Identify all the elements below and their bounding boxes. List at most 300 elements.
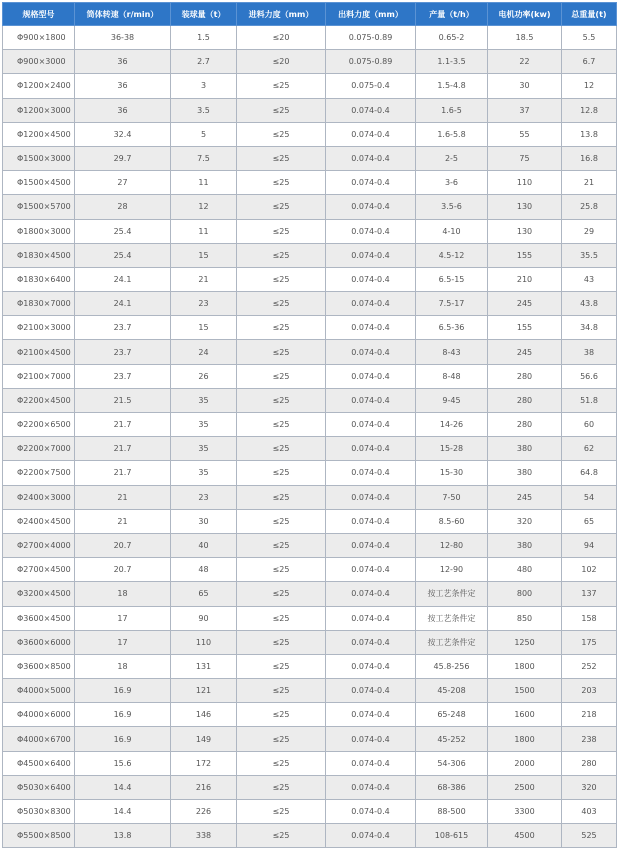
speed-cell: 21.7 <box>75 437 171 461</box>
feed-size-cell: ≤25 <box>237 316 326 340</box>
output-size-cell: 0.074-0.4 <box>326 292 416 316</box>
ball-load-cell: 3 <box>171 74 237 98</box>
table-row <box>3 630 617 654</box>
ball-load-cell: 2.7 <box>171 50 237 74</box>
output-size-cell: 0.074-0.4 <box>326 413 416 437</box>
capacity-cell: 8-43 <box>416 340 488 364</box>
speed-cell: 23.7 <box>75 364 171 388</box>
motor-power-cell: 380 <box>488 533 562 557</box>
capacity-cell: 45-208 <box>416 679 488 703</box>
feed-size-cell: ≤25 <box>237 775 326 799</box>
ball-load-cell: 15 <box>171 316 237 340</box>
model-cell: Φ2200×6500 <box>3 413 75 437</box>
ball-load-cell: 149 <box>171 727 237 751</box>
speed-cell: 28 <box>75 195 171 219</box>
ball-load-cell: 131 <box>171 654 237 678</box>
weight-cell: 65 <box>562 509 617 533</box>
output-size-cell: 0.074-0.4 <box>326 219 416 243</box>
table-row <box>3 171 617 195</box>
feed-size-cell: ≤20 <box>237 26 326 50</box>
ball-load-cell: 146 <box>171 703 237 727</box>
output-size-cell: 0.074-0.4 <box>326 654 416 678</box>
model-cell: Φ3600×8500 <box>3 654 75 678</box>
table-row <box>3 219 617 243</box>
motor-power-cell: 320 <box>488 509 562 533</box>
table-header <box>3 3 617 26</box>
table-row <box>3 388 617 412</box>
table-row <box>3 340 617 364</box>
col-header-output-size: 出料力度（mm） <box>326 3 416 26</box>
output-size-cell: 0.074-0.4 <box>326 243 416 267</box>
weight-cell: 5.5 <box>562 26 617 50</box>
output-size-cell: 0.074-0.4 <box>326 340 416 364</box>
speed-cell: 23.7 <box>75 340 171 364</box>
capacity-cell: 12-80 <box>416 533 488 557</box>
weight-cell: 43 <box>562 267 617 291</box>
weight-cell: 25.8 <box>562 195 617 219</box>
feed-size-cell: ≤25 <box>237 485 326 509</box>
weight-cell: 60 <box>562 413 617 437</box>
output-size-cell: 0.074-0.4 <box>326 267 416 291</box>
capacity-cell: 1.6-5.8 <box>416 122 488 146</box>
feed-size-cell: ≤25 <box>237 340 326 364</box>
motor-power-cell: 155 <box>488 243 562 267</box>
motor-power-cell: 1250 <box>488 630 562 654</box>
weight-cell: 43.8 <box>562 292 617 316</box>
capacity-cell: 45.8-256 <box>416 654 488 678</box>
motor-power-cell: 245 <box>488 340 562 364</box>
feed-size-cell: ≤25 <box>237 292 326 316</box>
ball-load-cell: 65 <box>171 582 237 606</box>
output-size-cell: 0.074-0.4 <box>326 630 416 654</box>
ball-load-cell: 35 <box>171 461 237 485</box>
feed-size-cell: ≤25 <box>237 413 326 437</box>
weight-cell: 64.8 <box>562 461 617 485</box>
motor-power-cell: 380 <box>488 437 562 461</box>
weight-cell: 203 <box>562 679 617 703</box>
weight-cell: 280 <box>562 751 617 775</box>
weight-cell: 62 <box>562 437 617 461</box>
speed-cell: 21 <box>75 509 171 533</box>
ball-load-cell: 216 <box>171 775 237 799</box>
table-row <box>3 243 617 267</box>
capacity-cell: 3-6 <box>416 171 488 195</box>
ball-load-cell: 40 <box>171 533 237 557</box>
weight-cell: 525 <box>562 824 617 848</box>
capacity-cell: 按工艺条件定 <box>416 630 488 654</box>
model-cell: Φ4000×6700 <box>3 727 75 751</box>
table-row <box>3 461 617 485</box>
model-cell: Φ1800×3000 <box>3 219 75 243</box>
col-header-capacity: 产量（t/h） <box>416 3 488 26</box>
speed-cell: 21.7 <box>75 461 171 485</box>
motor-power-cell: 245 <box>488 292 562 316</box>
speed-cell: 32.4 <box>75 122 171 146</box>
table-row <box>3 485 617 509</box>
capacity-cell: 4-10 <box>416 219 488 243</box>
speed-cell: 25.4 <box>75 219 171 243</box>
output-size-cell: 0.074-0.4 <box>326 146 416 170</box>
table-row <box>3 679 617 703</box>
feed-size-cell: ≤25 <box>237 727 326 751</box>
table-row <box>3 98 617 122</box>
output-size-cell: 0.074-0.4 <box>326 195 416 219</box>
speed-cell: 24.1 <box>75 267 171 291</box>
output-size-cell: 0.074-0.4 <box>326 485 416 509</box>
speed-cell: 18 <box>75 582 171 606</box>
output-size-cell: 0.074-0.4 <box>326 461 416 485</box>
model-cell: Φ1830×4500 <box>3 243 75 267</box>
model-cell: Φ5500×8500 <box>3 824 75 848</box>
motor-power-cell: 1500 <box>488 679 562 703</box>
motor-power-cell: 55 <box>488 122 562 146</box>
table-row <box>3 703 617 727</box>
feed-size-cell: ≤25 <box>237 582 326 606</box>
speed-cell: 20.7 <box>75 533 171 557</box>
table-row <box>3 74 617 98</box>
model-cell: Φ2100×3000 <box>3 316 75 340</box>
output-size-cell: 0.075-0.89 <box>326 50 416 74</box>
model-cell: Φ1830×7000 <box>3 292 75 316</box>
speed-cell: 24.1 <box>75 292 171 316</box>
ball-load-cell: 90 <box>171 606 237 630</box>
motor-power-cell: 380 <box>488 461 562 485</box>
model-cell: Φ3600×4500 <box>3 606 75 630</box>
weight-cell: 175 <box>562 630 617 654</box>
table-row <box>3 775 617 799</box>
weight-cell: 94 <box>562 533 617 557</box>
motor-power-cell: 245 <box>488 485 562 509</box>
table-row <box>3 824 617 848</box>
model-cell: Φ4500×6400 <box>3 751 75 775</box>
capacity-cell: 9-45 <box>416 388 488 412</box>
speed-cell: 14.4 <box>75 775 171 799</box>
feed-size-cell: ≤25 <box>237 74 326 98</box>
capacity-cell: 54-306 <box>416 751 488 775</box>
capacity-cell: 15-28 <box>416 437 488 461</box>
col-header-feed-size: 进料力度（mm） <box>237 3 326 26</box>
motor-power-cell: 22 <box>488 50 562 74</box>
feed-size-cell: ≤20 <box>237 50 326 74</box>
motor-power-cell: 18.5 <box>488 26 562 50</box>
feed-size-cell: ≤25 <box>237 98 326 122</box>
capacity-cell: 按工艺条件定 <box>416 606 488 630</box>
weight-cell: 102 <box>562 558 617 582</box>
ball-load-cell: 48 <box>171 558 237 582</box>
feed-size-cell: ≤25 <box>237 533 326 557</box>
ball-load-cell: 5 <box>171 122 237 146</box>
ball-load-cell: 21 <box>171 267 237 291</box>
output-size-cell: 0.074-0.4 <box>326 122 416 146</box>
weight-cell: 6.7 <box>562 50 617 74</box>
feed-size-cell: ≤25 <box>237 824 326 848</box>
table-row <box>3 146 617 170</box>
speed-cell: 27 <box>75 171 171 195</box>
capacity-cell: 68-386 <box>416 775 488 799</box>
ball-load-cell: 26 <box>171 364 237 388</box>
table-row <box>3 292 617 316</box>
header-row <box>3 3 617 26</box>
output-size-cell: 0.074-0.4 <box>326 437 416 461</box>
capacity-cell: 1.1-3.5 <box>416 50 488 74</box>
model-cell: Φ900×3000 <box>3 50 75 74</box>
col-header-speed: 筒体转速（r/min） <box>75 3 171 26</box>
speed-cell: 15.6 <box>75 751 171 775</box>
motor-power-cell: 110 <box>488 171 562 195</box>
ball-load-cell: 15 <box>171 243 237 267</box>
ball-load-cell: 11 <box>171 219 237 243</box>
motor-power-cell: 130 <box>488 219 562 243</box>
speed-cell: 21 <box>75 485 171 509</box>
weight-cell: 16.8 <box>562 146 617 170</box>
motor-power-cell: 210 <box>488 267 562 291</box>
motor-power-cell: 2000 <box>488 751 562 775</box>
capacity-cell: 7-50 <box>416 485 488 509</box>
motor-power-cell: 800 <box>488 582 562 606</box>
feed-size-cell: ≤25 <box>237 630 326 654</box>
table-row <box>3 195 617 219</box>
weight-cell: 35.5 <box>562 243 617 267</box>
motor-power-cell: 280 <box>488 413 562 437</box>
output-size-cell: 0.074-0.4 <box>326 800 416 824</box>
capacity-cell: 14-26 <box>416 413 488 437</box>
capacity-cell: 6.5-15 <box>416 267 488 291</box>
output-size-cell: 0.074-0.4 <box>326 388 416 412</box>
model-cell: Φ4000×6000 <box>3 703 75 727</box>
capacity-cell: 按工艺条件定 <box>416 582 488 606</box>
ball-load-cell: 30 <box>171 509 237 533</box>
feed-size-cell: ≤25 <box>237 751 326 775</box>
motor-power-cell: 1800 <box>488 654 562 678</box>
speed-cell: 36 <box>75 74 171 98</box>
model-cell: Φ2700×4500 <box>3 558 75 582</box>
feed-size-cell: ≤25 <box>237 509 326 533</box>
ball-load-cell: 1.5 <box>171 26 237 50</box>
motor-power-cell: 2500 <box>488 775 562 799</box>
capacity-cell: 3.5-6 <box>416 195 488 219</box>
model-cell: Φ1200×2400 <box>3 74 75 98</box>
table-row <box>3 437 617 461</box>
model-cell: Φ2200×7500 <box>3 461 75 485</box>
capacity-cell: 0.65-2 <box>416 26 488 50</box>
output-size-cell: 0.074-0.4 <box>326 364 416 388</box>
ball-load-cell: 11 <box>171 171 237 195</box>
table-row <box>3 606 617 630</box>
capacity-cell: 6.5-36 <box>416 316 488 340</box>
speed-cell: 20.7 <box>75 558 171 582</box>
capacity-cell: 8-48 <box>416 364 488 388</box>
feed-size-cell: ≤25 <box>237 703 326 727</box>
motor-power-cell: 30 <box>488 74 562 98</box>
col-header-motor-power: 电机功率(kw) <box>488 3 562 26</box>
model-cell: Φ3600×6000 <box>3 630 75 654</box>
weight-cell: 29 <box>562 219 617 243</box>
output-size-cell: 0.074-0.4 <box>326 171 416 195</box>
motor-power-cell: 1800 <box>488 727 562 751</box>
weight-cell: 34.8 <box>562 316 617 340</box>
output-size-cell: 0.074-0.4 <box>326 533 416 557</box>
output-size-cell: 0.074-0.4 <box>326 606 416 630</box>
speed-cell: 29.7 <box>75 146 171 170</box>
motor-power-cell: 280 <box>488 388 562 412</box>
motor-power-cell: 850 <box>488 606 562 630</box>
speed-cell: 23.7 <box>75 316 171 340</box>
output-size-cell: 0.074-0.4 <box>326 509 416 533</box>
capacity-cell: 45-252 <box>416 727 488 751</box>
feed-size-cell: ≤25 <box>237 437 326 461</box>
feed-size-cell: ≤25 <box>237 654 326 678</box>
model-cell: Φ3200×4500 <box>3 582 75 606</box>
capacity-cell: 8.5-60 <box>416 509 488 533</box>
model-cell: Φ4000×5000 <box>3 679 75 703</box>
model-cell: Φ1500×3000 <box>3 146 75 170</box>
table-row <box>3 533 617 557</box>
speed-cell: 17 <box>75 606 171 630</box>
model-cell: Φ2100×4500 <box>3 340 75 364</box>
motor-power-cell: 155 <box>488 316 562 340</box>
table-row <box>3 558 617 582</box>
model-cell: Φ5030×6400 <box>3 775 75 799</box>
output-size-cell: 0.075-0.4 <box>326 74 416 98</box>
speed-cell: 21.5 <box>75 388 171 412</box>
weight-cell: 218 <box>562 703 617 727</box>
table-row <box>3 122 617 146</box>
speed-cell: 36 <box>75 50 171 74</box>
table-row <box>3 654 617 678</box>
output-size-cell: 0.074-0.4 <box>326 582 416 606</box>
ball-load-cell: 172 <box>171 751 237 775</box>
ball-load-cell: 121 <box>171 679 237 703</box>
output-size-cell: 0.074-0.4 <box>326 679 416 703</box>
output-size-cell: 0.074-0.4 <box>326 775 416 799</box>
feed-size-cell: ≤25 <box>237 171 326 195</box>
ball-load-cell: 23 <box>171 292 237 316</box>
table-row <box>3 727 617 751</box>
capacity-cell: 2-5 <box>416 146 488 170</box>
output-size-cell: 0.074-0.4 <box>326 727 416 751</box>
motor-power-cell: 480 <box>488 558 562 582</box>
weight-cell: 238 <box>562 727 617 751</box>
model-cell: Φ2200×4500 <box>3 388 75 412</box>
table-row <box>3 509 617 533</box>
feed-size-cell: ≤25 <box>237 146 326 170</box>
feed-size-cell: ≤25 <box>237 388 326 412</box>
motor-power-cell: 75 <box>488 146 562 170</box>
speed-cell: 21.7 <box>75 413 171 437</box>
model-cell: Φ1500×4500 <box>3 171 75 195</box>
motor-power-cell: 280 <box>488 364 562 388</box>
ball-load-cell: 35 <box>171 388 237 412</box>
output-size-cell: 0.074-0.4 <box>326 316 416 340</box>
spec-table <box>2 2 617 848</box>
weight-cell: 21 <box>562 171 617 195</box>
speed-cell: 25.4 <box>75 243 171 267</box>
capacity-cell: 4.5-12 <box>416 243 488 267</box>
table-row <box>3 751 617 775</box>
table-row <box>3 316 617 340</box>
ball-load-cell: 338 <box>171 824 237 848</box>
ball-load-cell: 226 <box>171 800 237 824</box>
ball-load-cell: 7.5 <box>171 146 237 170</box>
capacity-cell: 7.5-17 <box>416 292 488 316</box>
motor-power-cell: 1600 <box>488 703 562 727</box>
model-cell: Φ2700×4000 <box>3 533 75 557</box>
model-cell: Φ1200×3000 <box>3 98 75 122</box>
feed-size-cell: ≤25 <box>237 195 326 219</box>
capacity-cell: 88-500 <box>416 800 488 824</box>
output-size-cell: 0.074-0.4 <box>326 751 416 775</box>
motor-power-cell: 130 <box>488 195 562 219</box>
speed-cell: 16.9 <box>75 679 171 703</box>
feed-size-cell: ≤25 <box>237 606 326 630</box>
weight-cell: 38 <box>562 340 617 364</box>
table-row <box>3 800 617 824</box>
speed-cell: 17 <box>75 630 171 654</box>
table-row <box>3 26 617 50</box>
capacity-cell: 1.6-5 <box>416 98 488 122</box>
col-header-weight: 总重量(t) <box>562 3 617 26</box>
ball-load-cell: 12 <box>171 195 237 219</box>
weight-cell: 54 <box>562 485 617 509</box>
table-row <box>3 582 617 606</box>
model-cell: Φ1830×6400 <box>3 267 75 291</box>
weight-cell: 137 <box>562 582 617 606</box>
capacity-cell: 15-30 <box>416 461 488 485</box>
table-row <box>3 364 617 388</box>
feed-size-cell: ≤25 <box>237 219 326 243</box>
speed-cell: 36 <box>75 98 171 122</box>
feed-size-cell: ≤25 <box>237 243 326 267</box>
table-row <box>3 413 617 437</box>
ball-load-cell: 23 <box>171 485 237 509</box>
model-cell: Φ2200×7000 <box>3 437 75 461</box>
table-body <box>3 26 617 848</box>
capacity-cell: 12-90 <box>416 558 488 582</box>
speed-cell: 16.9 <box>75 727 171 751</box>
weight-cell: 320 <box>562 775 617 799</box>
model-cell: Φ900×1800 <box>3 26 75 50</box>
ball-load-cell: 24 <box>171 340 237 364</box>
speed-cell: 36-38 <box>75 26 171 50</box>
motor-power-cell: 37 <box>488 98 562 122</box>
feed-size-cell: ≤25 <box>237 461 326 485</box>
feed-size-cell: ≤25 <box>237 364 326 388</box>
table-row <box>3 267 617 291</box>
ball-load-cell: 35 <box>171 437 237 461</box>
model-cell: Φ2400×4500 <box>3 509 75 533</box>
weight-cell: 158 <box>562 606 617 630</box>
weight-cell: 12.8 <box>562 98 617 122</box>
model-cell: Φ1200×4500 <box>3 122 75 146</box>
capacity-cell: 65-248 <box>416 703 488 727</box>
capacity-cell: 1.5-4.8 <box>416 74 488 98</box>
motor-power-cell: 3300 <box>488 800 562 824</box>
model-cell: Φ2100×7000 <box>3 364 75 388</box>
col-header-model: 规格型号 <box>3 3 75 26</box>
ball-load-cell: 3.5 <box>171 98 237 122</box>
output-size-cell: 0.074-0.4 <box>326 824 416 848</box>
capacity-cell: 108-615 <box>416 824 488 848</box>
weight-cell: 56.6 <box>562 364 617 388</box>
speed-cell: 14.4 <box>75 800 171 824</box>
feed-size-cell: ≤25 <box>237 800 326 824</box>
weight-cell: 12 <box>562 74 617 98</box>
table-row <box>3 50 617 74</box>
ball-load-cell: 110 <box>171 630 237 654</box>
output-size-cell: 0.074-0.4 <box>326 558 416 582</box>
weight-cell: 51.8 <box>562 388 617 412</box>
weight-cell: 252 <box>562 654 617 678</box>
